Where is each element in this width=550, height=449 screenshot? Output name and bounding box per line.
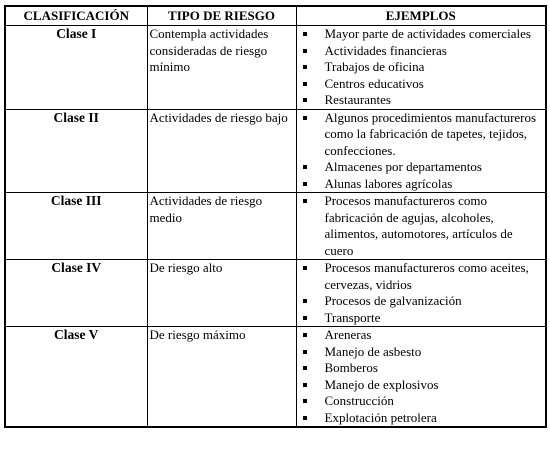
examples-cell: [296, 26, 546, 110]
table-row-clase-2: [5, 109, 546, 193]
risk-type-cell: Actividades de riesgo bajo: [147, 109, 296, 193]
list-item: [299, 92, 544, 109]
list-item: [299, 344, 544, 361]
list-item: [299, 110, 544, 160]
bullet-icon: [303, 350, 307, 354]
list-item: [299, 43, 544, 60]
examples-list: [299, 110, 544, 193]
class-cell: Clase V: [5, 327, 147, 428]
header-examples: EJEMPLOS: [296, 6, 546, 26]
example-text: Procesos de galvanización: [324, 293, 462, 308]
list-item: [299, 393, 544, 410]
bullet-icon: [303, 199, 307, 203]
example-text: Bomberos: [324, 360, 378, 375]
examples-cell: [296, 327, 546, 428]
risk-type-cell: De riesgo máximo: [147, 327, 296, 428]
example-text: Actividades financieras: [324, 42, 447, 58]
risk-classification-document: [4, 5, 547, 428]
list-item: [299, 176, 544, 193]
bullet-icon: [303, 383, 307, 387]
header-risk-type: TIPO DE RIESGO: [147, 6, 296, 26]
bullet-icon: [303, 65, 307, 69]
examples-list: [299, 327, 544, 426]
class-cell: Clase III: [5, 193, 147, 260]
bullet-icon: [303, 299, 307, 303]
bullet-icon: [303, 333, 307, 337]
class-cell: Clase I: [5, 26, 147, 110]
list-item: [299, 26, 544, 43]
examples-cell: [296, 109, 546, 193]
bullet-icon: [303, 416, 307, 420]
example-text: Manejo de asbesto: [324, 343, 422, 359]
bullet-icon: [303, 49, 307, 53]
list-item: [299, 293, 544, 310]
examples-list: [299, 26, 544, 109]
bullet-icon: [303, 182, 307, 186]
header-row: [5, 6, 546, 26]
bullet-icon: [303, 116, 307, 120]
examples-cell: [296, 193, 546, 260]
list-item: [299, 59, 544, 76]
list-item: [299, 76, 544, 93]
example-text: Restaurantes: [324, 92, 391, 107]
example-text: Alunas labores agrícolas: [324, 175, 453, 191]
list-item: [299, 377, 544, 394]
table-row-clase-3: [5, 193, 546, 260]
list-item: [299, 360, 544, 377]
header-classification: CLASIFICACIÓN: [5, 6, 147, 26]
bullet-icon: [303, 366, 307, 370]
risk-classification-table: [4, 5, 547, 428]
table-row-clase-1: [5, 26, 546, 110]
examples-list: [299, 260, 544, 326]
list-item: [299, 410, 544, 427]
example-text: Mayor parte de actividades comerciales: [324, 26, 531, 41]
examples-cell: [296, 260, 546, 327]
risk-type-cell: De riesgo alto: [147, 260, 296, 327]
example-text: Algunos procedimientos manufactureros como la fabricación de tapetes, tejidos, confecciones.: [324, 109, 537, 158]
example-text: Almacenes por departamentos: [324, 159, 482, 174]
risk-type-cell: Actividades de riesgo medio: [147, 193, 296, 260]
table-row-clase-5: [5, 327, 546, 428]
example-text: Areneras: [324, 327, 372, 342]
bullet-icon: [303, 98, 307, 102]
example-text: Procesos manufactureros como fabricación de agujas, alcoholes, alimentos, automotores, artículos de cuero: [324, 193, 513, 258]
list-item: [299, 260, 544, 293]
example-text: Explotación petrolera: [324, 409, 437, 425]
table-body: [5, 26, 546, 428]
bullet-icon: [303, 266, 307, 270]
bullet-icon: [303, 82, 307, 86]
examples-list: [299, 193, 544, 259]
class-cell: Clase IV: [5, 260, 147, 327]
bullet-icon: [303, 165, 307, 169]
list-item: [299, 193, 544, 259]
list-item: [299, 159, 544, 176]
example-text: Transporte: [324, 309, 381, 325]
example-text: Construcción: [324, 393, 394, 408]
table-row-clase-4: [5, 260, 546, 327]
class-cell: Clase II: [5, 109, 147, 193]
risk-type-cell: Contempla actividades consideradas de riesgo mínimo: [147, 26, 296, 110]
bullet-icon: [303, 32, 307, 36]
bullet-icon: [303, 316, 307, 320]
example-text: Centros educativos: [324, 75, 424, 91]
bullet-icon: [303, 399, 307, 403]
list-item: [299, 310, 544, 327]
list-item: [299, 327, 544, 344]
example-text: Trabajos de oficina: [324, 59, 425, 74]
example-text: Manejo de explosivos: [324, 376, 439, 392]
table-header: [5, 6, 546, 26]
example-text: Procesos manufactureros como aceites, cervezas, vidrios: [324, 260, 529, 292]
